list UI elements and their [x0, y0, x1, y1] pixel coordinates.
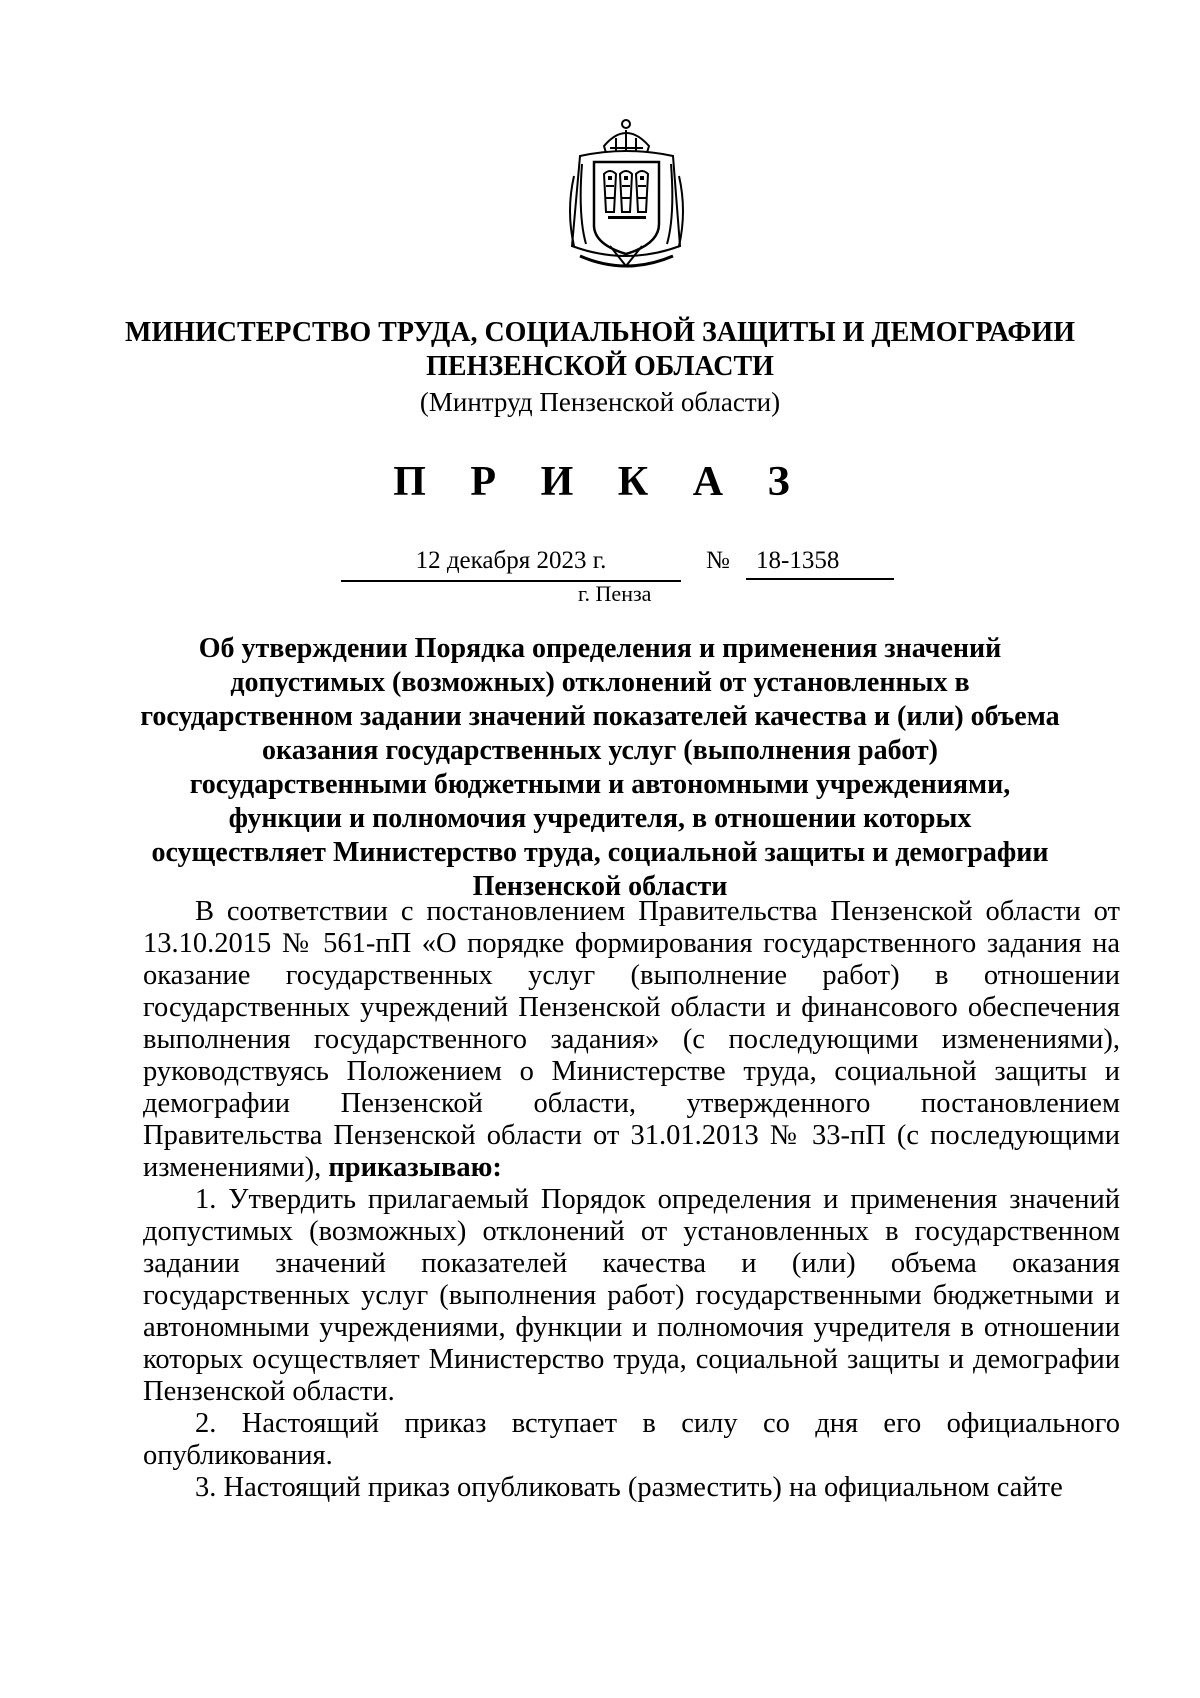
item-3: 3. Настоящий приказ опубликовать (разместить) на официальном сайте — [195, 1472, 1063, 1503]
document-title: Об утверждении Порядка определения и применения значений допустимых (возможных) отклонений от установленных в государственном задании значений показателей качества и (или) объема оказания государственных услуг (выполнения работ) государственными бюджетными и автономными учреждениями, функции и полномочия учредителя, в отношении которых осуществляет Министерство труда, социальной защиты и демографии Пензенской области — [140, 633, 1060, 902]
city: г. Пенза — [578, 581, 652, 606]
item-2: 2. Настоящий приказ вступает в силу со дня его официального опубликования. — [143, 1408, 1120, 1471]
order-number: 18-1358 — [746, 546, 894, 580]
order-word: приказываю: — [328, 1152, 502, 1183]
document-type: П Р И К А З — [393, 459, 807, 505]
ministry-header — [100, 316, 1100, 420]
document-body — [143, 896, 1120, 1504]
preamble-paragraph — [143, 896, 1120, 1184]
ministry-name-line2: ПЕНЗЕНСКОЙ ОБЛАСТИ — [426, 351, 774, 382]
preamble-text: В соответствии с постановлением Правительства Пензенской области от 13.10.2015 № 561-пП «О порядке формирования государственного задания на оказание государственных услуг (выполнение работ) в отношении государственных учреждений Пензенской области и финансового обеспечения выполнения государственного задания» (с последующими изменениями), руководствуясь Положением о Министерстве труда, социальной защиты и демографии Пензенской области, утвержденного постановлением Правительства Пензенской области от 31.01.2013 № 33-пП (с последующими изменениями), — [143, 896, 1120, 1183]
penza-region-emblem-icon — [560, 116, 693, 276]
item-1: 1. Утвердить прилагаемый Порядок определения и применения значений допустимых (возможных) отклонений от установленных в государственном задании значений показателей качества и (или) объема оказания государственных услуг (выполнения работ) государственными бюджетными и автономными учреждениями, функции и полномочия учредителя в отношении которых осуществляет Министерство труда, социальной защиты и демографии Пензенской области. — [143, 1184, 1120, 1407]
number-sign: № — [706, 547, 730, 574]
ministry-name-line1: МИНИСТЕРСТВО ТРУДА, СОЦИАЛЬНОЙ ЗАЩИТЫ И ДЕМОГРАФИИ — [125, 317, 1075, 348]
order-date: 12 декабря 2023 г. — [341, 546, 681, 582]
ministry-abbreviation: (Минтруд Пензенской области) — [419, 387, 781, 417]
